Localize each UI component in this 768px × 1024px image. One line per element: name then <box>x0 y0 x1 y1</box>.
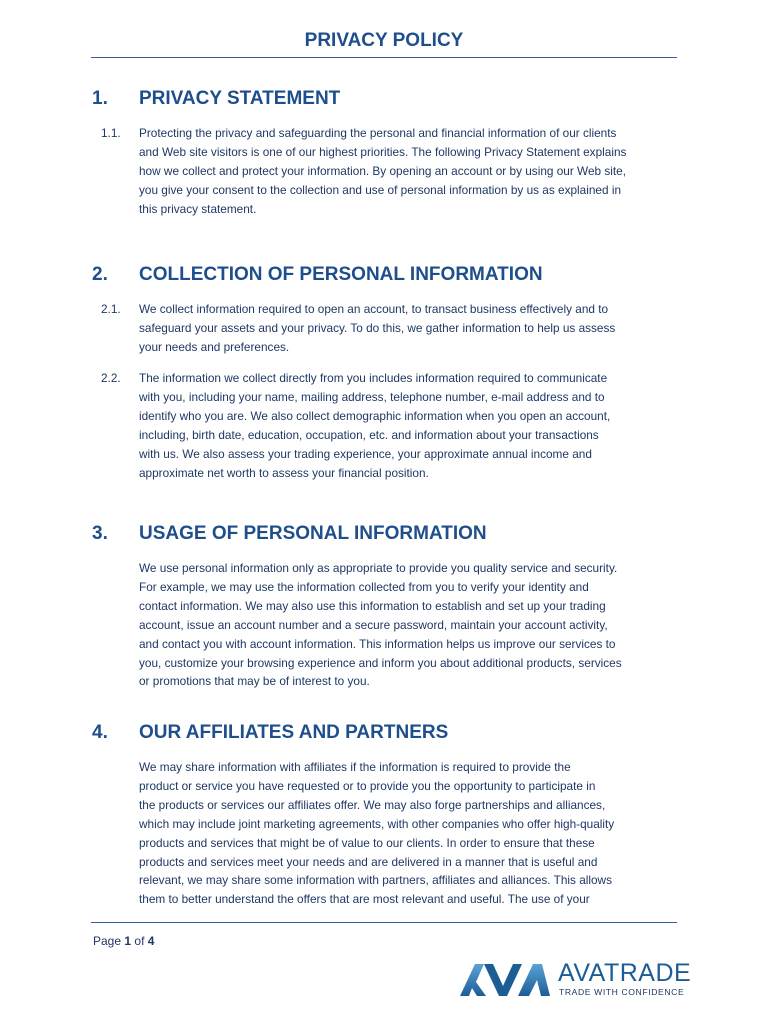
section-number: 4. <box>92 722 108 743</box>
text-line: or promotions that may be of interest to you. <box>139 674 370 689</box>
section-number: 3. <box>92 523 108 544</box>
text-line: safeguard your assets and your privacy. To do this, we gather information to help us assess <box>139 320 616 335</box>
current-page-number: 1 <box>124 934 132 948</box>
avatrade-logo-icon <box>458 962 552 998</box>
section-title: OUR AFFILIATES AND PARTNERS <box>139 722 449 743</box>
text-line: The information we collect directly from you includes information required to communicate <box>139 371 608 385</box>
text-line: relevant, we may share some information with partners, affiliates and alliances. This allows <box>139 873 612 888</box>
page-label: Page <box>93 934 122 948</box>
text-line: approximate net worth to assess your financial position. <box>139 465 429 480</box>
total-pages-number: 4 <box>147 934 155 948</box>
text-line: which may include joint marketing agreements, with other companies who offer high-quality <box>139 816 615 831</box>
brand-tagline: TRADE WITH CONFIDENCE <box>559 987 685 997</box>
page-of-label: of <box>134 934 145 948</box>
text-line: We use personal information only as appropriate to provide you quality service and security. <box>139 561 618 575</box>
text-line: contact information. We may also use this information to establish and set up your trading <box>139 598 606 613</box>
section-heading <box>92 264 543 286</box>
text-line: your needs and preferences. <box>139 339 290 354</box>
paragraph <box>139 124 676 219</box>
section-title: COLLECTION OF PERSONAL INFORMATION <box>139 264 543 285</box>
paragraph <box>139 300 676 357</box>
text-line: We may share information with affiliates if the information is required to provide the <box>139 760 571 774</box>
text-line: the products or services our affiliates offer. We may also forge partnerships and alliances, <box>139 797 606 812</box>
section-heading <box>92 88 340 110</box>
section-number: 2. <box>92 264 108 285</box>
text-line: account, issue an account number and a secure password, maintain your account activity, <box>139 617 608 632</box>
text-line: We collect information required to open an account, to transact business effectively and to <box>139 302 609 316</box>
text-line: with us. We also assess your trading experience, your approximate annual income and <box>139 446 592 461</box>
paragraph <box>139 758 676 909</box>
brand-logo <box>458 960 700 1000</box>
paragraph-number: 1.1. <box>101 126 121 140</box>
brand-name: AVATRADE <box>558 959 692 987</box>
text-line: this privacy statement. <box>139 201 257 216</box>
text-line: how we collect and protect your information. By opening an account or by using our Web site, <box>139 163 627 178</box>
paragraph <box>139 559 676 691</box>
page-indicator <box>93 934 154 948</box>
section-title: PRIVACY STATEMENT <box>139 88 341 109</box>
paragraph <box>139 369 676 482</box>
paragraph-number: 2.1. <box>101 302 121 316</box>
text-line: you give your consent to the collection and use of personal information by us as explained in <box>139 182 622 197</box>
text-line: them to better understand the offers that are most relevant and useful. The use of your <box>139 892 590 907</box>
text-line: products and services that might be of value to our clients. In order to ensure that these <box>139 835 595 850</box>
text-line: including, birth date, education, occupation, etc. and information about your transactions <box>139 427 599 442</box>
section-title: USAGE OF PERSONAL INFORMATION <box>139 523 487 544</box>
section-heading <box>92 523 487 545</box>
text-line: For example, we may use the information collected from you to verify your identity and <box>139 579 589 594</box>
text-line: you, customize your browsing experience and inform you about additional products, services <box>139 655 622 670</box>
text-line: Protecting the privacy and safeguarding the personal and financial information of our clients <box>139 126 617 140</box>
section-heading <box>92 722 448 744</box>
text-line: product or service you have requested or to provide you the opportunity to participate in <box>139 778 596 793</box>
text-line: and contact you with account information. This information helps us improve our services to <box>139 636 616 651</box>
header-divider <box>91 57 677 58</box>
footer-divider <box>91 922 677 923</box>
section-number: 1. <box>92 88 108 109</box>
text-line: products and services meet your needs and are delivered in a manner that is useful and <box>139 854 598 869</box>
text-line: identify who you are. We also collect demographic information when you open an account, <box>139 408 611 423</box>
paragraph-number: 2.2. <box>101 371 121 385</box>
text-line: with you, including your name, mailing address, telephone number, e-mail address and to <box>139 389 605 404</box>
page-title: PRIVACY POLICY <box>304 30 464 51</box>
text-line: and Web site visitors is one of our highest priorities. The following Privacy Statement explains <box>139 144 627 159</box>
